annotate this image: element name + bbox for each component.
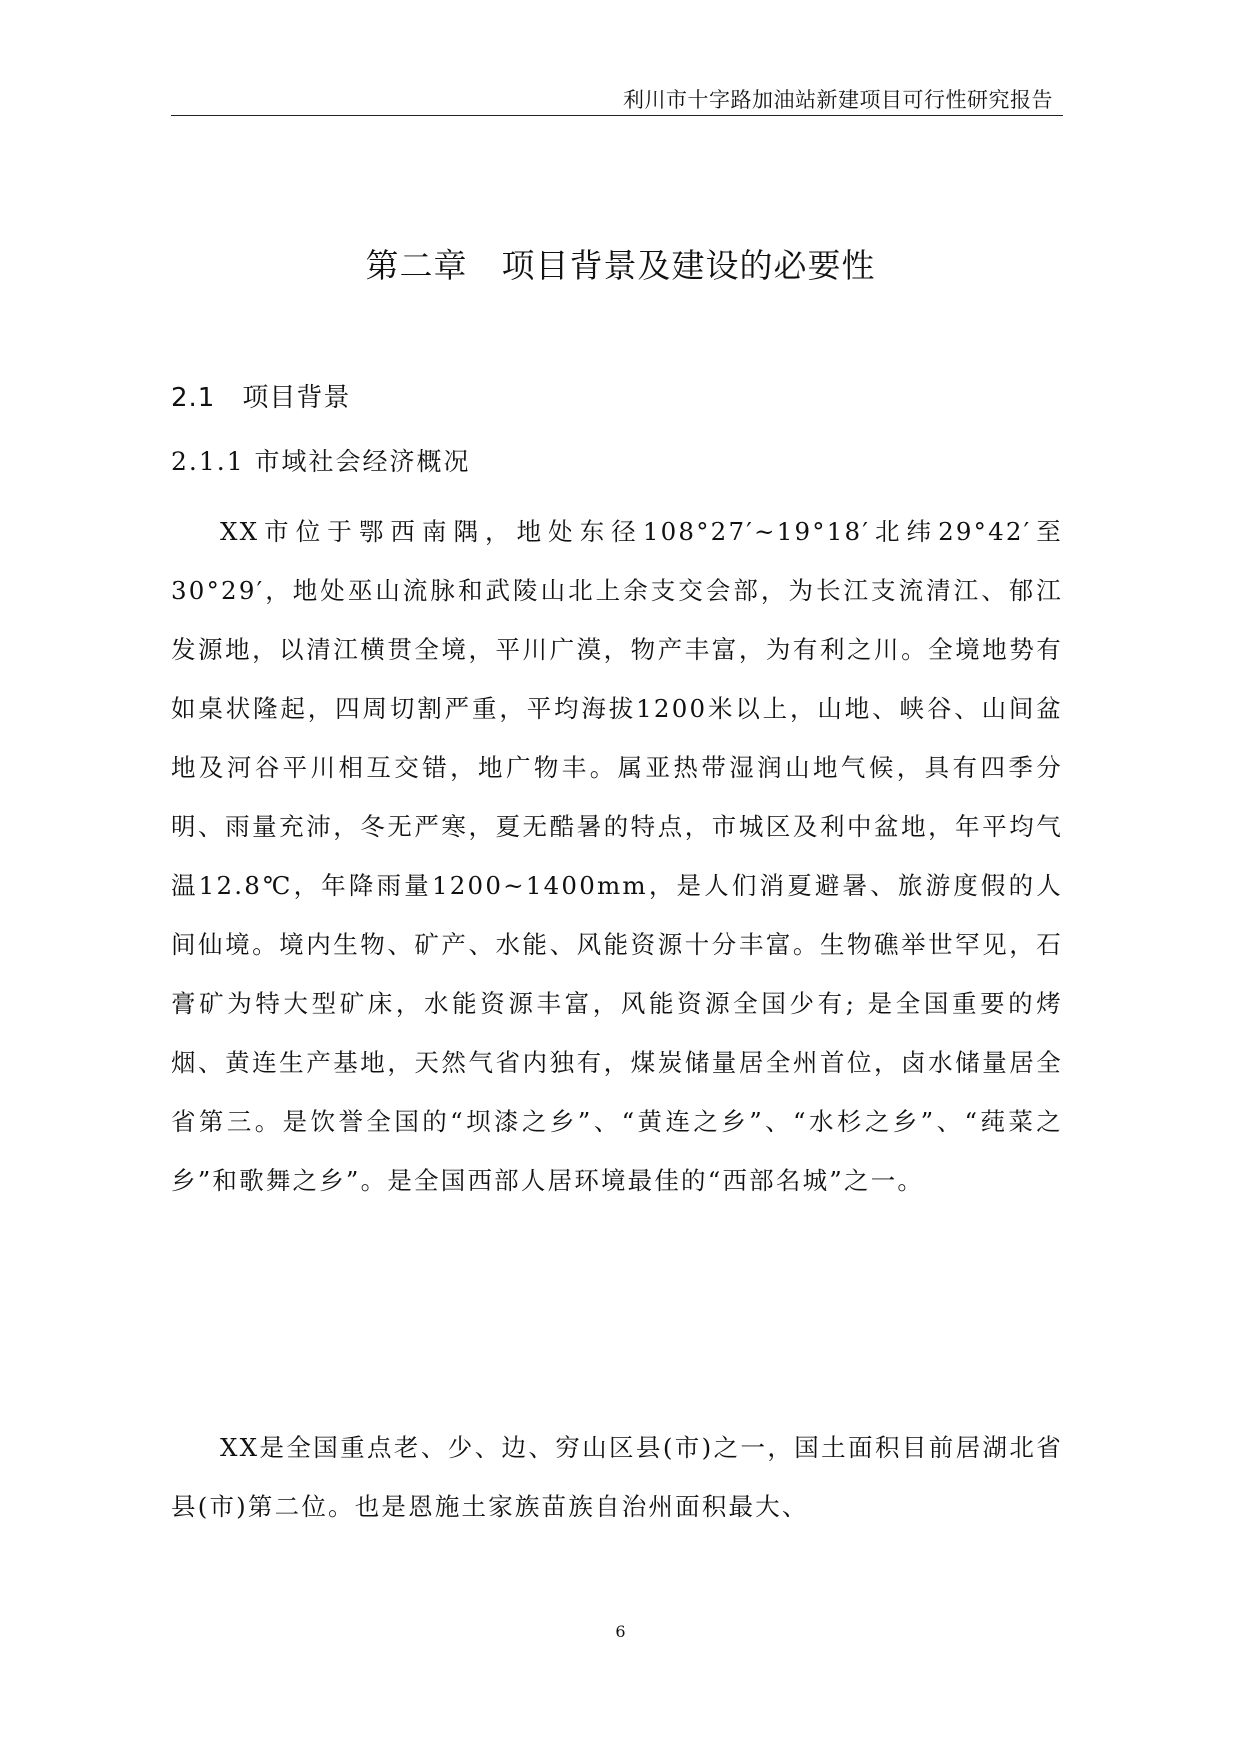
chapter-title: 第二章 项目背景及建设的必要性 <box>365 246 876 285</box>
page-header <box>171 85 1063 116</box>
header-title: 利川市十字路加油站新建项目可行性研究报告 <box>623 88 1053 112</box>
body-paragraph: XX市位于鄂西南隅，地处东径108°27′~19°18′北纬29°42′至30°29′，地处巫山流脉和武陵山北上余支交会部，为长江支流清江、郁江发源地，以清江横贯全境，平川广漠，物产丰富，为有利之川。全境地势有如桌状隆起，四周切割严重，平均海拔1200米以上，山地、峡谷、山间盆地及河谷平川相互交错，地广物丰。属亚热带湿润山地气候，具有四季分明、雨量充沛，冬无严寒，夏无酷暑的特点，市城区及利中盆地，年平均气温12.8℃，年降雨量1200~1400mm，是人们消夏避暑、旅游度假的人间仙境。境内生物、矿产、水能、风能资源十分丰富。生物礁举世罕见，石膏矿为特大型矿床，水能资源丰富，风能资源全国少有; 是全国重要的烤烟、黄连生产基地，天然气省内独有，煤炭储量居全州首位，卤水储量居全省第三。是饮誉全国的“坝漆之乡”、“黄连之乡”、“水杉之乡”、“莼菜之乡”和歌舞之乡”。是全国西部人居环境最佳的“西部名城”之一。 <box>171 517 1063 1195</box>
body-paragraph: XX是全国重点老、少、边、穷山区县(市)之一，国土面积目前居湖北省县(市)第二位。也是恩施土家族苗族自治州面积最大、 <box>171 1433 1063 1521</box>
section-heading: 2.1 项目背景 <box>171 383 351 413</box>
subsection-heading: 2.1.1 市域社会经济概况 <box>171 447 471 476</box>
page-number: 6 <box>615 1622 626 1641</box>
